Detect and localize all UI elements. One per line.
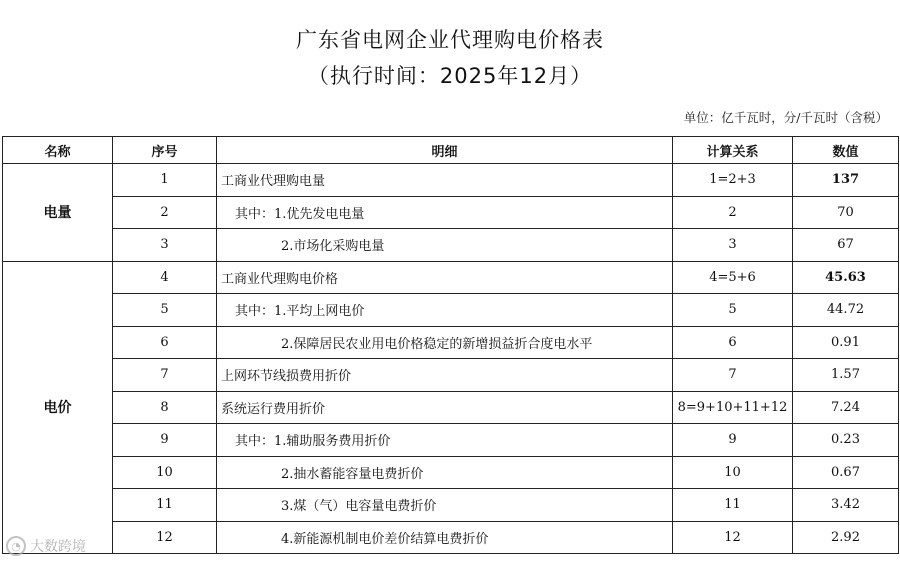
row-number-cell: 12: [113, 521, 217, 554]
value-cell: 1.57: [793, 359, 899, 392]
row-number-cell: 6: [113, 326, 217, 359]
row-number-cell: 3: [113, 229, 217, 262]
calc-cell: 6: [673, 326, 793, 359]
calc-cell: 3: [673, 229, 793, 262]
detail-cell: [217, 456, 673, 489]
table-row: [3, 261, 899, 294]
detail-cell: [217, 424, 673, 457]
calc-cell: 11: [673, 489, 793, 522]
detail-text: 2.抽水蓄能容量电费折价: [281, 466, 424, 482]
watermark: [6, 536, 86, 556]
detail-text: 系统运行费用折价: [221, 401, 326, 417]
detail-text: 2.保障居民农业用电价格稳定的新增损益折合度电水平: [281, 336, 593, 352]
watermark-logo-icon: ◔: [6, 536, 26, 556]
value-cell: 0.23: [793, 424, 899, 457]
table-row: [3, 391, 899, 424]
calc-cell: 12: [673, 521, 793, 554]
detail-cell: [217, 261, 673, 294]
table-row: [3, 424, 899, 457]
calc-cell: 2: [673, 196, 793, 229]
table-body: [3, 164, 899, 554]
detail-cell: [217, 489, 673, 522]
table-row: [3, 164, 899, 197]
table-row: [3, 521, 899, 554]
table-header-row: [3, 137, 899, 164]
category-cell: 电价: [3, 261, 113, 554]
row-number-cell: 10: [113, 456, 217, 489]
value-cell: 70: [793, 196, 899, 229]
table-row: [3, 196, 899, 229]
detail-cell: [217, 391, 673, 424]
detail-cell: [217, 229, 673, 262]
row-number-cell: 11: [113, 489, 217, 522]
row-number-cell: 1: [113, 164, 217, 197]
unit-note: 单位：亿千瓦时，分/千瓦时（含税）: [683, 110, 888, 125]
calc-cell: 7: [673, 359, 793, 392]
row-number-cell: 9: [113, 424, 217, 457]
table-row: [3, 294, 899, 327]
category-cell: 电量: [3, 164, 113, 262]
value-cell: 3.42: [793, 489, 899, 522]
calc-cell: 9: [673, 424, 793, 457]
detail-text: 上网环节线损费用折价: [221, 369, 352, 385]
detail-cell: [217, 326, 673, 359]
detail-text: 3.煤（气）电容量电费折价: [281, 499, 437, 515]
row-number-cell: 8: [113, 391, 217, 424]
calc-cell: 5: [673, 294, 793, 327]
detail-cell: [217, 294, 673, 327]
detail-text: 2.市场化采购电量: [281, 239, 385, 255]
row-number-cell: 4: [113, 261, 217, 294]
header-value: 数值: [793, 137, 899, 164]
value-cell: 137: [793, 164, 899, 197]
detail-text: 其中：1.平均上网电价: [235, 304, 365, 320]
table-row: [3, 229, 899, 262]
price-table: [2, 136, 899, 554]
value-cell: 44.72: [793, 294, 899, 327]
watermark-text: 大数跨境: [30, 539, 86, 555]
table-row: [3, 326, 899, 359]
row-number-cell: 7: [113, 359, 217, 392]
page-subtitle: （执行时间：2025年12月）: [307, 64, 593, 88]
row-number-cell: 2: [113, 196, 217, 229]
page-title: 广东省电网企业代理购电价格表: [296, 28, 604, 52]
calc-cell: 8=9+10+11+12: [673, 391, 793, 424]
value-cell: 7.24: [793, 391, 899, 424]
table-row: [3, 456, 899, 489]
detail-cell: [217, 359, 673, 392]
calc-cell: 1=2+3: [673, 164, 793, 197]
detail-text: 4.新能源机制电价差价结算电费折价: [281, 531, 489, 547]
header-calc: 计算关系: [673, 137, 793, 164]
calc-cell: 4=5+6: [673, 261, 793, 294]
detail-cell: [217, 521, 673, 554]
detail-text: 工商业代理购电量: [221, 174, 326, 190]
calc-cell: 10: [673, 456, 793, 489]
detail-text: 其中：1.优先发电电量: [235, 206, 365, 222]
value-cell: 0.67: [793, 456, 899, 489]
value-cell: 0.91: [793, 326, 899, 359]
value-cell: 2.92: [793, 521, 899, 554]
table-row: [3, 359, 899, 392]
row-number-cell: 5: [113, 294, 217, 327]
detail-text: 工商业代理购电价格: [221, 271, 339, 287]
detail-cell: [217, 196, 673, 229]
value-cell: 45.63: [793, 261, 899, 294]
header-detail: 明细: [217, 137, 673, 164]
detail-cell: [217, 164, 673, 197]
table-row: [3, 489, 899, 522]
header-name: 名称: [3, 137, 113, 164]
value-cell: 67: [793, 229, 899, 262]
detail-text: 其中：1.辅助服务费用折价: [235, 434, 391, 450]
header-no: 序号: [113, 137, 217, 164]
